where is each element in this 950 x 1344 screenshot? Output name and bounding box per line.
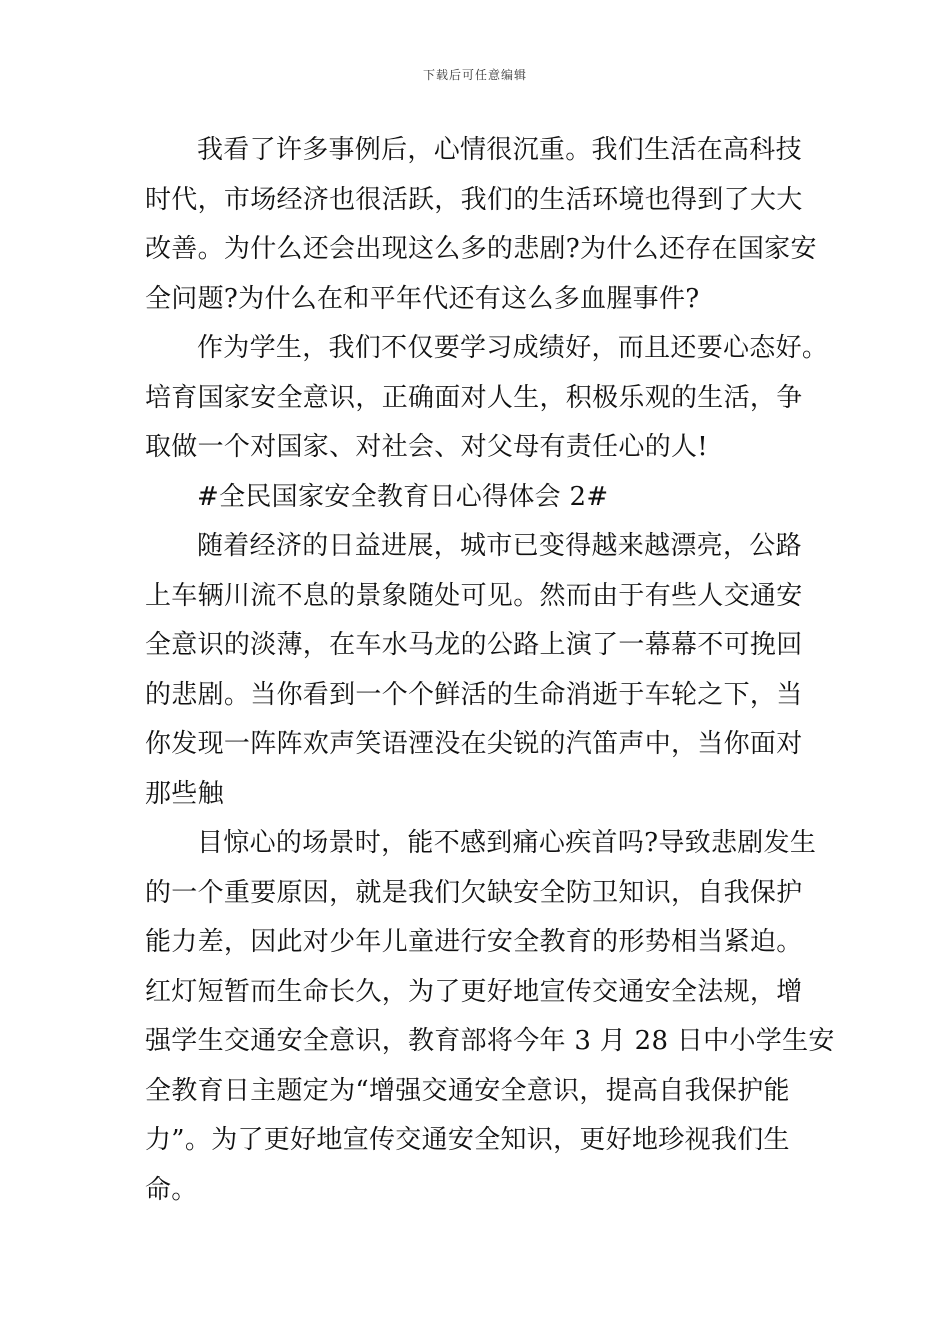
text-line: 全问题?为什么在和平年代还有这么多血腥事件? [145,283,700,314]
text-line: 全教育日主题定为“增强交通安全意识，提高自我保护能 [145,1075,790,1106]
text-line: 取做一个对国家、对社会、对父母有责任心的人! [145,432,709,462]
text-line: 上车辆川流不息的景象随处可见。然而由于有些人交通安 [145,580,803,611]
text-line: 改善。为什么还会出现这么多的悲剧?为什么还存在国家安 [145,234,817,264]
text-line: 你发现一阵阵欢声笑语湮没在尖锐的汽笛声中，当你面对 [145,729,803,759]
text-line: 随着经济的日益进展，城市已变得越来越漂亮，公路 [197,531,802,561]
text-line: 力”。为了更好地宣传交通安全知识，更好地珍视我们生 [145,1125,790,1155]
section-heading: #全民国家安全教育日心得体会 2# [197,481,609,512]
page-header: 下载后可任意编辑 [422,68,527,82]
text-line: 的一个重要原因，就是我们欠缺安全防卫知识，自我保护 [145,877,803,908]
text-line: 能力差，因此对少年儿童进行安全教育的形势相当紧迫。 [145,927,803,957]
text-line: 的悲剧。当你看到一个个鲜活的生命消逝于车轮之下，当 [145,679,803,710]
text-line: 培育国家安全意识，正确面对人生，积极乐观的生活，争 [145,382,803,413]
text-line: 红灯短暂而生命长久，为了更好地宣传交通安全法规，增 [145,976,803,1007]
text-line: 全意识的淡薄，在车水马龙的公路上演了一幕幕不可挽回 [145,630,803,660]
text-line: 我看了许多事例后，心情很沉重。我们生活在高科技 [197,135,802,165]
text-line: 时代，市场经济也很活跃，我们的生活环境也得到了大大 [145,184,803,215]
text-line: 目惊心的场景时，能不感到痛心疾首吗?导致悲剧发生 [197,828,817,858]
text-line: 命。 [145,1174,198,1205]
text-line: 作为学生，我们不仅要学习成绩好，而且还要心态好。 [197,333,829,363]
text-line: 那些触 [145,778,224,809]
text-line: 强学生交通安全意识，教育部将今年 3 月 28 日中小学生安 [145,1026,835,1056]
document-body [145,126,835,1215]
